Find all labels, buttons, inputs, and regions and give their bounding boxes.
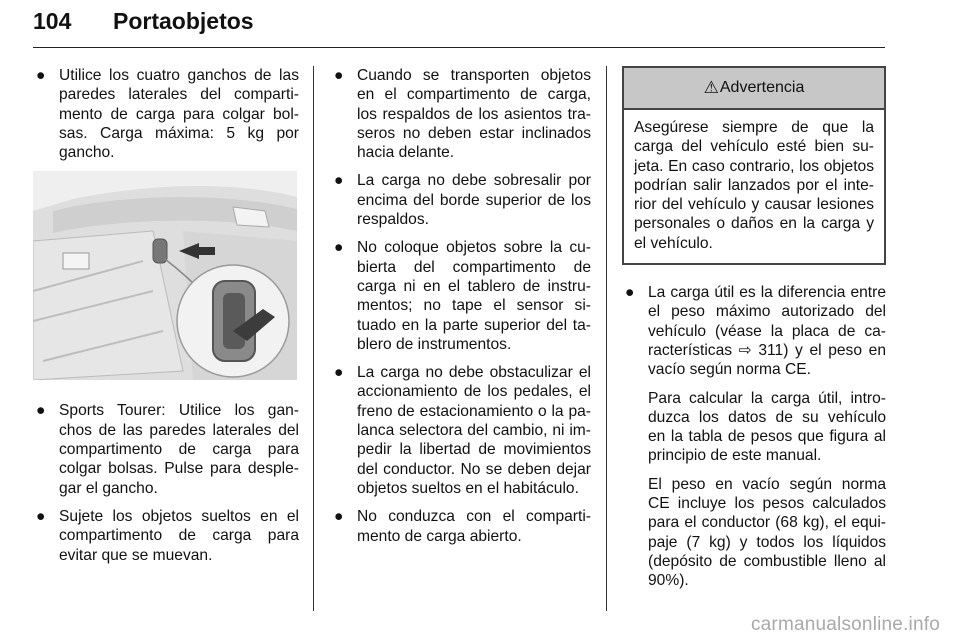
text-line: hacia delante. (357, 144, 455, 162)
bullet-text (59, 401, 299, 497)
text-line: (depósito de combustible lleno al (648, 552, 886, 570)
text-line: para el conductor (68 kg), el equi- (648, 514, 886, 532)
text-line: chos de las paredes laterales del (59, 421, 299, 439)
text-line: vacío según norma CE. (648, 361, 811, 379)
page-reference-link[interactable]: 311) y el peso en (758, 341, 886, 359)
text-line: mento de carga para colgar bol- (59, 105, 299, 123)
text-line: lanca selectora del cambio, ni im- (357, 422, 591, 440)
list-item (33, 401, 299, 497)
text-line: pedir la libertad de movimientos (357, 441, 591, 459)
text-line: mento de carga abierto. (357, 527, 522, 545)
bullet-icon: ● (36, 507, 46, 525)
bullet-icon: ● (625, 284, 635, 302)
text-line: podrían salir lanzados por el inte- (634, 176, 874, 194)
bullet-icon: ● (334, 364, 344, 382)
text-line: colgar bolsas. Pulse para desple- (59, 460, 299, 478)
page-reference-arrow-icon: ⇨ (738, 341, 752, 359)
text-line: paje (7 kg) y todos los líquidos (648, 533, 886, 551)
text-line: carga ni en el tablero de instru- (357, 277, 591, 295)
bullet-icon: ● (36, 67, 46, 84)
text-line: mentos; no tape el sensor si- (357, 297, 591, 315)
bullet-icon: ● (334, 172, 344, 190)
warning-box (622, 66, 886, 265)
text-line: rior del vehículo y causar lesiones (634, 196, 874, 214)
text-line: bierta del compartimento de (357, 258, 591, 276)
text-line: La carga útil es la diferencia entre (648, 284, 886, 302)
cargo-hook-illustration (33, 171, 297, 380)
bullet-text (357, 507, 591, 546)
paragraph (648, 475, 886, 591)
bullet-icon: ● (334, 67, 344, 84)
list-item (331, 507, 591, 546)
text-line: No conduzca con el comparti- (357, 508, 591, 526)
text-line: Sujete los objetos sueltos en el (59, 507, 299, 525)
page-title: Portaobjetos (113, 8, 254, 34)
warning-triangle-icon: ⚠ (703, 78, 719, 98)
text-line: seros no deben estar inclinados (357, 124, 591, 142)
text-line: CE incluye los pesos calculados (648, 495, 886, 513)
text-line: blero de instrumentos. (357, 335, 512, 353)
text-line: personales o daños en la carga y (634, 215, 874, 233)
text-line: carga del vehículo esté bien su- (634, 138, 874, 156)
text-line: el vehículo. (634, 234, 713, 252)
text-line: Para calcular la carga útil, intro- (648, 389, 886, 407)
list-item (331, 66, 591, 162)
page-header (33, 8, 885, 48)
bullet-text (357, 363, 591, 498)
text-line: objetos sueltos en el habitáculo. (357, 479, 579, 497)
bullet-text (357, 171, 591, 229)
list-item (331, 171, 591, 229)
text-line: La carga no debe sobresalir por (357, 172, 591, 190)
bullet-icon: ● (36, 402, 46, 420)
right-column (622, 66, 886, 600)
text-line: gancho. (59, 144, 115, 162)
paragraph (648, 389, 886, 466)
bullet-text (59, 507, 299, 565)
middle-column (331, 66, 591, 555)
text-line (648, 341, 886, 360)
warning-header (624, 68, 884, 110)
text-line: compartimento de carga para (59, 527, 299, 545)
left-column (33, 66, 299, 574)
text-line: respaldos. (357, 211, 429, 229)
bullet-icon: ● (334, 239, 344, 257)
text-line: gar el gancho. (59, 479, 158, 497)
text-line: en el compartimento de carga, (357, 86, 591, 104)
header-divider (33, 47, 885, 48)
text-line: encima del borde superior de los (357, 191, 591, 209)
text-line: Asegúrese siempre de que la (634, 119, 874, 136)
bullet-text (59, 66, 299, 162)
text-line: paredes laterales del comparti- (59, 86, 299, 104)
text-line: los respaldos de los asientos tra- (357, 105, 591, 123)
text-segment: racterísticas (648, 341, 739, 359)
column-divider-right (606, 66, 607, 611)
list-item (33, 507, 299, 565)
column-divider-left (313, 66, 314, 611)
text-line: Utilice los cuatro ganchos de las (59, 67, 299, 84)
text-line: La carga no debe obstaculizar el (357, 364, 591, 382)
text-line: el peso máximo autorizado del (648, 303, 886, 321)
text-line: principio de este manual. (648, 447, 822, 465)
warning-title: Advertencia (719, 79, 805, 97)
text-line: sas. Carga máxima: 5 kg por (59, 124, 299, 142)
list-item (331, 363, 591, 498)
text-line: 90%). (648, 572, 689, 590)
text-line: en la tabla de pesos que figura al (648, 428, 886, 446)
text-line: tuado en la parte superior del ta- (357, 316, 591, 334)
text-line: del conductor. No se deben dejar (357, 460, 591, 478)
bullet-text (357, 238, 591, 354)
text-line: evitar que se muevan. (59, 546, 213, 564)
page-number: 104 (33, 8, 72, 34)
list-item (33, 66, 299, 162)
text-line: freno de estacionamiento o la pa- (357, 402, 591, 420)
watermark: carmanualsonline.info (750, 614, 940, 635)
text-line: vehículo (véase la placa de ca- (648, 322, 886, 340)
text-line: duzca los datos de su vehículo (648, 408, 886, 426)
hook-illustration-svg (33, 171, 297, 380)
text-line: No coloque objetos sobre la cu- (357, 239, 591, 257)
text-line: Cuando se transporten objetos (357, 67, 591, 84)
text-line: Sports Tourer: Utilice los gan- (59, 402, 299, 420)
bullet-text (648, 283, 886, 590)
list-item (622, 283, 886, 590)
text-line: jeta. En caso contrario, los objetos (634, 157, 874, 175)
bullet-icon: ● (334, 508, 344, 526)
bullet-text (357, 66, 591, 162)
text-line: accionamiento de los pedales, el (357, 383, 591, 401)
list-item (331, 238, 591, 354)
text-line: compartimento de carga para (59, 441, 299, 459)
warning-text (624, 110, 884, 263)
text-line: El peso en vacío según norma (648, 475, 886, 493)
